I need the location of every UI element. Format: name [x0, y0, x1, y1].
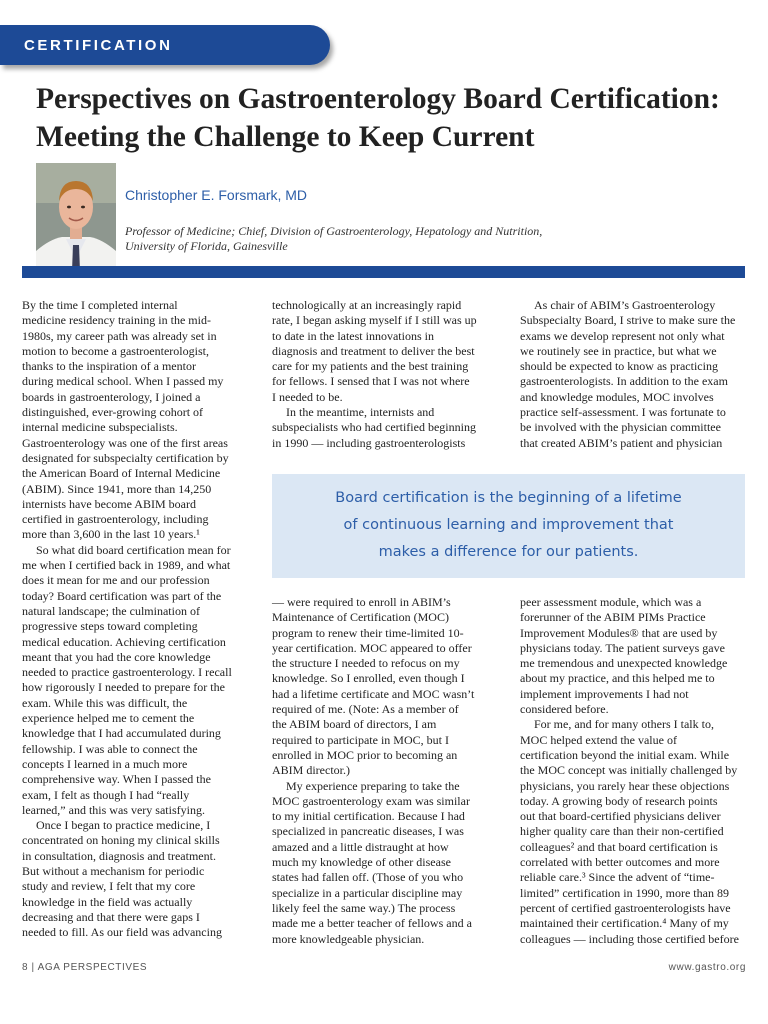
body-text-line: peer assessment module, which was a [520, 595, 702, 609]
body-text-line: required to participate in MOC, but I [272, 732, 449, 747]
body-text-line: considered before. [520, 702, 609, 717]
body-text-line: that created ABIM’s patient and physician [520, 435, 723, 450]
body-column-3-bottom [520, 595, 748, 947]
body-text-line: Improvement Modules® that are used by [520, 625, 718, 640]
footer-page-label: 8 | AGA PERSPECTIVES [22, 962, 148, 973]
body-text-line: motion to become a gastroenterologist, [22, 343, 209, 358]
section-tab [0, 25, 330, 65]
body-text-line: care for my patients and the best training [272, 359, 469, 374]
body-text-line: the MOC concept was initially challenged by [520, 763, 738, 778]
body-text-line: technologically at an increasingly rapid [272, 298, 462, 312]
body-text-line: By the time I completed internal [22, 298, 178, 312]
body-text-line: to my initial certification. Because I had [272, 809, 465, 824]
body-text-line: how rigorously I needed to prepare for the [22, 680, 225, 695]
body-text-line: the American Board of Internal Medicine [22, 466, 221, 481]
body-text-line: diagnosis and treatment to deliver the best [272, 343, 475, 358]
body-text-line: colleagues — including those certified before [520, 931, 739, 946]
body-text-line: specialized in pancreatic diseases, I was [272, 824, 464, 839]
body-text-line: had a lifetime certificate and MOC wasn’t [272, 686, 475, 701]
body-text-line: needed to practice gastroenterology. I recall [22, 665, 232, 680]
body-text-line: gastroenterologists. In addition to the exam [520, 374, 728, 389]
body-text-line: distinguished, ever-growing cohort of [22, 405, 204, 420]
body-text-line: Once I began to practice medicine, I [36, 818, 211, 833]
body-text-line: and knowledge modules, MOC involves [520, 389, 714, 404]
body-text-line: more than 3,600 in the last 10 years.¹ [22, 527, 200, 542]
body-text-line: made me a better teacher of fellows and a [272, 916, 472, 931]
body-text-line: about my practice, and this helped me to [520, 671, 715, 686]
body-text-line: in 1990 — including gastroenterologists [272, 435, 466, 450]
body-text-line: internists have become ABIM board [22, 496, 196, 511]
body-text-line: be involved with the physician committee [520, 420, 721, 435]
body-text-line: 1980s, my career path was already set in [22, 328, 217, 343]
body-text-line: Maintenance of Certification (MOC) [272, 610, 449, 625]
body-text-line: MOC gastroenterology exam was similar [272, 793, 470, 808]
body-text-line: implement improvements I had not [520, 686, 689, 701]
body-column-1 [22, 298, 252, 940]
body-text-line: program to renew their time-limited 10- [272, 625, 464, 640]
body-text-line: knowledge. So I enrolled, even though I [272, 671, 465, 686]
body-text-line: for fellows. I sensed that I was not where [272, 374, 470, 389]
body-text-line: knowledge that I had accumulated during [22, 726, 221, 741]
body-text-line: the structure I needed to refocus on my [272, 656, 460, 671]
article-title-line1: Perspectives on Gastroenterology Board Certification: [36, 83, 720, 115]
body-text-line: required of me. (Note: As a member of [272, 702, 459, 717]
pull-quote-line3: makes a difference for our patients. [378, 544, 639, 560]
body-text-line: But without a mechanism for periodic [22, 863, 205, 878]
body-text-line: experience helped me to cement the [22, 711, 195, 726]
body-text-line: progressive steps toward completing [22, 619, 198, 634]
body-text-line: percent of certified gastroenterologists have [520, 900, 731, 915]
body-text-line: today? Board certification was part of the [22, 588, 222, 603]
body-column-2-bottom [272, 595, 502, 947]
body-text-line: knowledge in the field was actually [22, 894, 193, 909]
author-name: Christopher E. Forsmark, MD [125, 187, 308, 203]
body-text-line: concentrated on honing my clinical skills [22, 833, 220, 848]
pull-quote [272, 474, 745, 578]
body-text-line: I needed to be. [272, 389, 343, 404]
body-text-line: decreasing and that there were gaps I [22, 909, 200, 924]
body-text-line: practice self-assessment. I was fortunate to [520, 405, 726, 420]
body-text-line: needed to fill. As our field was advancing [22, 925, 222, 940]
body-text-line: me when I certified back in 1989, and what [22, 558, 231, 573]
body-text-line: medicine residency training in the mid- [22, 313, 211, 328]
body-text-line: colleagues² and that board certification is [520, 839, 718, 854]
body-text-line: rate, I began asking myself if I still was up [272, 313, 477, 328]
body-text-line: concepts I learned in a much more [22, 756, 188, 771]
body-text-line: to date in the latest innovations in [272, 328, 434, 343]
body-text-line: year certification. MOC appeared to offer [272, 640, 472, 655]
body-text-line: — were required to enroll in ABIM’s [272, 595, 451, 609]
body-text-line: subspecialists who had certified beginning [272, 420, 476, 435]
body-text-line: My experience preparing to take the [286, 778, 460, 793]
body-text-line: exam. While this was difficult, the [22, 695, 188, 710]
body-text-line: out that board-certified physicians deliver [520, 809, 721, 824]
pull-quote-line2: of continuous learning and improvement that [343, 517, 674, 533]
body-text-line: during medical school. When I passed my [22, 374, 224, 389]
body-text-line: in consultation, diagnosis and treatment. [22, 848, 216, 863]
author-affiliation [125, 224, 585, 254]
body-text-line: exam, I felt as though I had “really [22, 787, 190, 802]
body-text-line: natural landscape; the culmination of [22, 603, 200, 618]
body-text-line: certification beyond the initial exam. While [520, 747, 730, 762]
body-text-line: likely feel the same way.) The process [272, 900, 456, 915]
body-text-line: the ABIM board of directors, I am [272, 717, 437, 732]
body-text-line: meant that you had the core knowledge [22, 649, 211, 664]
body-text-line: forerunner of the ABIM PIMs Practice [520, 610, 706, 625]
body-text-line: me tremendous and unexpected knowledge [520, 656, 728, 671]
body-text-line: states had fallen off. (Those of you who [272, 870, 464, 885]
body-text-line: study and review, I felt that my core [22, 879, 196, 894]
body-text-line: ABIM director.) [272, 763, 350, 778]
body-text-line: certified in gastroenterology, including [22, 512, 209, 527]
author-photo [36, 163, 116, 278]
body-text-line: should be expected to know as practicing [520, 359, 718, 374]
header-divider-bar [22, 266, 745, 278]
body-text-line: limited” certification in 1990, more than 89 [520, 885, 729, 900]
body-text-line: internal medicine subspecialists. [22, 420, 178, 435]
article-title [36, 80, 746, 156]
body-text-line: we routinely see in practice, but what we [520, 343, 717, 358]
article-title-line2: Meeting the Challenge to Keep Current [36, 121, 535, 153]
body-text-line: For me, and for many others I talk to, [534, 717, 714, 732]
author-affiliation-line1: Professor of Medicine; Chief, Division of Gastroenterology, Hepatology and Nutrition, [125, 224, 543, 238]
body-text-line: specialize in a particular discipline may [272, 885, 463, 900]
body-text-line: correlated with better outcomes and more [520, 855, 720, 870]
body-text-line: today. A growing body of research points [520, 793, 718, 808]
body-text-line: maintained their certification.⁴ Many of my [520, 916, 729, 931]
author-portrait-image [36, 163, 116, 278]
body-text-line: enrolled in MOC prior to becoming an [272, 747, 458, 762]
body-text-line: Subspecialty Board, I strive to make sure the [520, 313, 736, 328]
section-label: CERTIFICATION [24, 37, 173, 54]
body-text-line: MOC helped extend the value of [520, 732, 677, 747]
body-text-line: much my knowledge of other disease [272, 855, 451, 870]
body-text-line: higher quality care than their non-certified [520, 824, 724, 839]
body-column-3-top [520, 298, 748, 451]
body-text-line: So what did board certification mean for [36, 542, 231, 557]
footer-website-link[interactable]: www.gastro.org [668, 962, 746, 973]
pull-quote-line1: Board certification is the beginning of a lifetime [335, 490, 682, 506]
body-text-line: As chair of ABIM’s Gastroenterology [534, 298, 716, 312]
body-column-2-top [272, 298, 502, 451]
body-text-line: boards in gastroenterology, I joined a [22, 389, 201, 404]
body-text-line: medical education. Achieving certification [22, 634, 226, 649]
body-text-line: fellowship. I was able to connect the [22, 741, 198, 756]
body-text-line: (ABIM). Since 1941, more than 14,250 [22, 481, 212, 496]
body-text-line: thanks to the inspiration of a mentor [22, 359, 196, 374]
body-text-line: reliable care.³ Since the advent of “time- [520, 870, 715, 885]
body-text-line: learned,” and this was very satisfying. [22, 802, 205, 817]
body-text-line: Gastroenterology was one of the first areas [22, 435, 228, 450]
body-text-line: comprehensive way. When I passed the [22, 772, 211, 787]
body-text-line: does it mean for me and our profession [22, 573, 210, 588]
body-text-line: In the meantime, internists and [286, 405, 435, 420]
body-text-line: physicians today. The patient surveys gave [520, 640, 725, 655]
body-text-line: exams we develop represent not only what [520, 328, 725, 343]
body-text-line: more knowledgeable physician. [272, 931, 425, 946]
body-text-line: designated for subspecialty certification by [22, 450, 229, 465]
author-affiliation-line2: University of Florida, Gainesville [125, 239, 288, 253]
body-text-line: physicians, you rarely hear these objections [520, 778, 730, 793]
body-text-line: amazed and a little distraught at how [272, 839, 449, 854]
